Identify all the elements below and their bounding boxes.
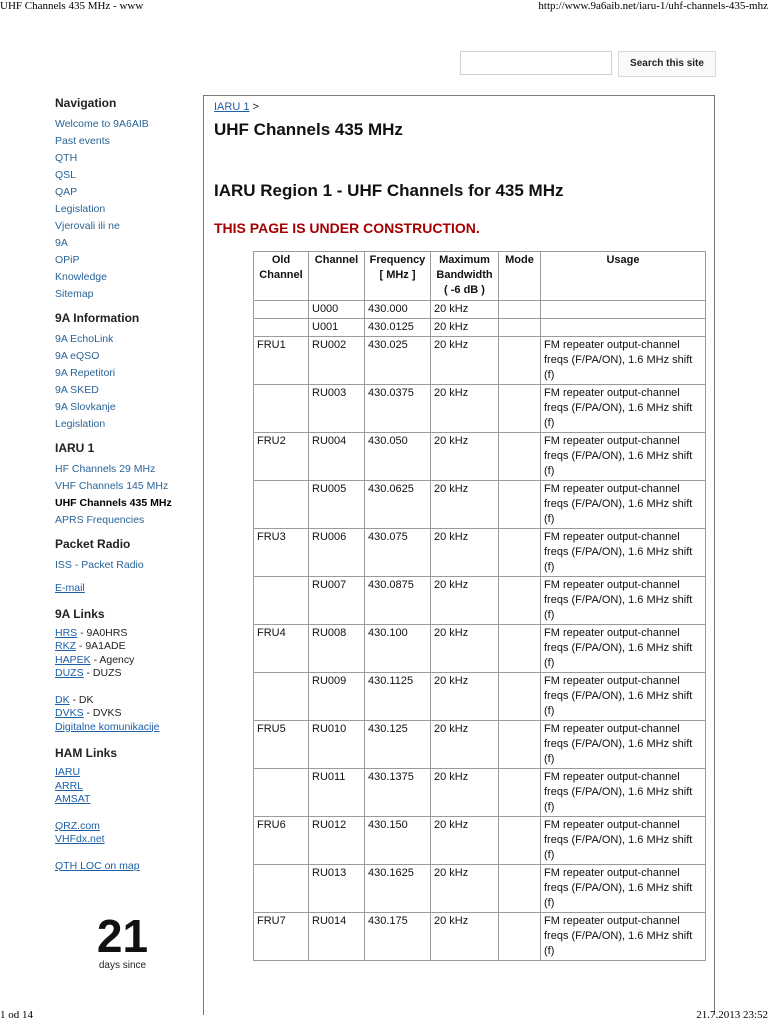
ham-row-qth-loc — [55, 860, 195, 874]
sidebar-heading-navigation: Navigation — [55, 96, 117, 110]
section-title: IARU Region 1 - UHF Channels for 435 MHz — [214, 181, 564, 200]
cell-usage: FM repeater output-channel freqs (F/PA/ON), 1.6 MHz shift (f) — [541, 337, 706, 385]
cell-bandwidth: 20 kHz — [431, 577, 499, 625]
cell-bandwidth: 20 kHz — [431, 769, 499, 817]
cell-usage — [541, 319, 706, 337]
cell-frequency: 430.075 — [365, 529, 431, 577]
cell-channel: RU012 — [309, 817, 365, 865]
print-header — [0, 0, 768, 14]
cell-frequency: 430.0375 — [365, 385, 431, 433]
days-counter-number: 21 — [96, 910, 149, 962]
cell-bandwidth: 20 kHz — [431, 913, 499, 961]
cell-old-channel: FRU4 — [254, 625, 309, 673]
cell-usage — [541, 301, 706, 319]
link-rkz-desc: - 9A1ADE — [76, 640, 126, 652]
table-row — [254, 529, 706, 577]
sidebar-item-eqso[interactable]: 9A eQSO — [55, 350, 100, 362]
col-frequency: Frequency [ MHz ] — [365, 252, 431, 301]
cell-bandwidth: 20 kHz — [431, 337, 499, 385]
cell-frequency: 430.100 — [365, 625, 431, 673]
sidebar-info-list — [55, 331, 195, 433]
cell-channel: RU010 — [309, 721, 365, 769]
cell-channel: U000 — [309, 301, 365, 319]
sidebar-item-knowledge[interactable]: Knowledge — [55, 271, 107, 283]
cell-usage: FM repeater output-channel freqs (F/PA/ON), 1.6 MHz shift (f) — [541, 385, 706, 433]
search-input[interactable] — [460, 51, 612, 75]
cell-mode — [499, 481, 541, 529]
col-usage: Usage — [541, 252, 706, 301]
cell-usage: FM repeater output-channel freqs (F/PA/ON), 1.6 MHz shift (f) — [541, 769, 706, 817]
link-dk-desc: - DK — [69, 693, 94, 706]
cell-old-channel: FRU7 — [254, 913, 309, 961]
sidebar-item-aprs[interactable]: APRS Frequencies — [55, 514, 145, 526]
cell-usage: FM repeater output-channel freqs (F/PA/ON), 1.6 MHz shift (f) — [541, 625, 706, 673]
sidebar-9a-links-list — [55, 627, 195, 735]
channels-table — [253, 251, 706, 961]
cell-old-channel: FRU5 — [254, 721, 309, 769]
col-mode: Mode — [499, 252, 541, 301]
cell-channel: RU004 — [309, 433, 365, 481]
table-header-row — [254, 252, 706, 301]
cell-old-channel: FRU6 — [254, 817, 309, 865]
sidebar-heading-ham-links: HAM Links — [55, 746, 118, 760]
sidebar-ham-links-list — [55, 766, 195, 873]
col-bandwidth: Maximum Bandwidth ( -6 dB ) — [431, 252, 499, 301]
cell-channel: RU008 — [309, 625, 365, 673]
cell-channel: RU005 — [309, 481, 365, 529]
cell-mode — [499, 769, 541, 817]
table-row — [254, 577, 706, 625]
link-hapek-desc: - Agency — [90, 653, 135, 666]
cell-channel: RU013 — [309, 865, 365, 913]
cell-mode — [499, 529, 541, 577]
cell-usage: FM repeater output-channel freqs (F/PA/ON), 1.6 MHz shift (f) — [541, 817, 706, 865]
cell-bandwidth: 20 kHz — [431, 433, 499, 481]
table-row — [254, 721, 706, 769]
print-footer — [0, 1009, 768, 1023]
cell-old-channel: FRU1 — [254, 337, 309, 385]
sidebar-nav-list — [55, 116, 195, 303]
cell-channel: RU003 — [309, 385, 365, 433]
sidebar-item-repetitori[interactable]: 9A Repetitori — [55, 367, 116, 379]
cell-bandwidth: 20 kHz — [431, 319, 499, 337]
sidebar-item-echolink[interactable]: 9A EchoLink — [55, 333, 114, 345]
cell-old-channel — [254, 673, 309, 721]
link-qrz[interactable]: QRZ.com — [55, 819, 100, 832]
table-row — [254, 673, 706, 721]
link-hapek[interactable]: HAPEK — [55, 653, 91, 666]
cell-frequency: 430.175 — [365, 913, 431, 961]
cell-channel: RU006 — [309, 529, 365, 577]
table-row — [254, 319, 706, 337]
table-row — [254, 625, 706, 673]
table-row — [254, 913, 706, 961]
ham-row-qrz — [55, 820, 195, 834]
search-button[interactable]: Search this site — [618, 51, 716, 77]
sidebar-item-opip[interactable]: OPiP — [55, 254, 80, 266]
construction-notice: THIS PAGE IS UNDER CONSTRUCTION. — [214, 220, 480, 236]
ham-row-amsat — [55, 793, 195, 807]
cell-frequency: 430.150 — [365, 817, 431, 865]
link-digitalne[interactable]: Digitalne komunikacije — [55, 720, 160, 733]
sidebar-heading-9a-information: 9A Information — [55, 311, 140, 325]
cell-usage: FM repeater output-channel freqs (F/PA/ON), 1.6 MHz shift (f) — [541, 913, 706, 961]
cell-old-channel — [254, 577, 309, 625]
sidebar-item-vjerovali[interactable]: Vjerovali ili ne — [55, 220, 120, 232]
cell-mode — [499, 625, 541, 673]
sidebar-heading-iaru1: IARU 1 — [55, 441, 95, 455]
link-row-duzs — [55, 667, 195, 681]
link-row-hrs — [55, 627, 195, 641]
email-link[interactable]: E-mail — [55, 582, 85, 594]
cell-bandwidth: 20 kHz — [431, 817, 499, 865]
cell-mode — [499, 913, 541, 961]
cell-usage: FM repeater output-channel freqs (F/PA/ON), 1.6 MHz shift (f) — [541, 481, 706, 529]
breadcrumb-separator: > — [249, 101, 259, 113]
cell-usage: FM repeater output-channel freqs (F/PA/ON), 1.6 MHz shift (f) — [541, 721, 706, 769]
table-row — [254, 337, 706, 385]
print-datetime: 21.7.2013 23:52 — [696, 1009, 768, 1021]
cell-bandwidth: 20 kHz — [431, 625, 499, 673]
sidebar-item-iss-packet[interactable]: ISS - Packet Radio — [55, 559, 144, 571]
sidebar-iaru-list — [55, 461, 195, 529]
cell-usage: FM repeater output-channel freqs (F/PA/ON), 1.6 MHz shift (f) — [541, 577, 706, 625]
table-row — [254, 433, 706, 481]
breadcrumb — [214, 101, 259, 113]
link-row-dk — [55, 694, 195, 708]
link-iaru[interactable]: IARU — [55, 766, 81, 778]
link-hrs[interactable]: HRS — [55, 626, 78, 639]
print-page-title: UHF Channels 435 MHz - www — [0, 0, 144, 12]
ham-row-arrl — [55, 780, 195, 794]
col-old-channel: Old Channel — [254, 252, 309, 301]
cell-mode — [499, 817, 541, 865]
table-row — [254, 865, 706, 913]
link-row-hapek — [55, 654, 195, 668]
cell-old-channel — [254, 319, 309, 337]
cell-channel: RU002 — [309, 337, 365, 385]
ham-row-vhfdx — [55, 833, 195, 847]
link-rkz[interactable]: RKZ — [55, 640, 76, 652]
cell-frequency: 430.0625 — [365, 481, 431, 529]
link-row-dvks — [55, 707, 195, 721]
cell-channel: RU007 — [309, 577, 365, 625]
cell-frequency: 430.000 — [365, 301, 431, 319]
link-row-rkz — [55, 640, 195, 654]
sidebar-item-qsl[interactable]: QSL — [55, 169, 77, 181]
cell-bandwidth: 20 kHz — [431, 721, 499, 769]
sidebar-heading-9a-links: 9A Links — [55, 606, 105, 621]
cell-frequency: 430.025 — [365, 337, 431, 385]
cell-mode — [499, 433, 541, 481]
cell-mode — [499, 385, 541, 433]
cell-bandwidth: 20 kHz — [431, 481, 499, 529]
days-counter — [55, 912, 190, 971]
link-hrs-desc: - 9A0HRS — [77, 626, 128, 639]
cell-old-channel: FRU2 — [254, 433, 309, 481]
cell-mode — [499, 673, 541, 721]
page-title: UHF Channels 435 MHz — [214, 120, 403, 139]
table-row — [254, 385, 706, 433]
cell-old-channel — [254, 769, 309, 817]
link-dvks[interactable]: DVKS — [55, 707, 84, 719]
sidebar-item-hf-channels[interactable]: HF Channels 29 MHz — [55, 463, 156, 475]
link-duzs-desc: - DUZS — [83, 667, 122, 679]
cell-channel: U001 — [309, 319, 365, 337]
cell-frequency: 430.050 — [365, 433, 431, 481]
sidebar-item-slovkanje[interactable]: 9A Slovkanje — [55, 401, 116, 413]
cell-mode — [499, 721, 541, 769]
cell-usage: FM repeater output-channel freqs (F/PA/ON), 1.6 MHz shift (f) — [541, 433, 706, 481]
cell-mode — [499, 301, 541, 319]
cell-usage: FM repeater output-channel freqs (F/PA/ON), 1.6 MHz shift (f) — [541, 673, 706, 721]
link-dk[interactable]: DK — [55, 693, 70, 706]
cell-bandwidth: 20 kHz — [431, 529, 499, 577]
sidebar-heading-packet-radio: Packet Radio — [55, 537, 131, 551]
print-page-number: 1 od 14 — [0, 1009, 33, 1021]
cell-channel: RU014 — [309, 913, 365, 961]
cell-channel: RU011 — [309, 769, 365, 817]
sidebar-item-qap[interactable]: QAP — [55, 186, 78, 198]
sidebar-item-sked[interactable]: 9A SKED — [55, 384, 99, 396]
table-row — [254, 301, 706, 319]
link-amsat[interactable]: AMSAT — [55, 793, 91, 805]
cell-mode — [499, 319, 541, 337]
sidebar — [55, 96, 195, 873]
cell-usage: FM repeater output-channel freqs (F/PA/ON), 1.6 MHz shift (f) — [541, 865, 706, 913]
link-arrl[interactable]: ARRL — [55, 779, 84, 792]
sidebar-item-9a[interactable]: 9A — [55, 237, 68, 249]
cell-frequency: 430.1625 — [365, 865, 431, 913]
cell-old-channel — [254, 301, 309, 319]
cell-old-channel — [254, 865, 309, 913]
cell-old-channel — [254, 385, 309, 433]
cell-mode — [499, 337, 541, 385]
link-vhfdx[interactable]: VHFdx.net — [55, 833, 105, 845]
cell-bandwidth: 20 kHz — [431, 673, 499, 721]
link-row-digitalne — [55, 721, 195, 735]
sidebar-item-legislation[interactable]: Legislation — [55, 203, 106, 215]
cell-frequency: 430.1375 — [365, 769, 431, 817]
cell-old-channel: FRU3 — [254, 529, 309, 577]
cell-frequency: 430.0125 — [365, 319, 431, 337]
link-qth-loc[interactable]: QTH LOC on map — [55, 859, 140, 872]
col-channel: Channel — [309, 252, 365, 301]
sidebar-item-info-legislation[interactable]: Legislation — [55, 418, 106, 430]
sidebar-item-qth[interactable]: QTH — [55, 152, 78, 164]
sidebar-item-past-events[interactable]: Past events — [55, 135, 110, 147]
cell-old-channel — [254, 481, 309, 529]
cell-mode — [499, 577, 541, 625]
table-row — [254, 481, 706, 529]
sidebar-item-sitemap[interactable]: Sitemap — [55, 288, 94, 300]
ham-row-iaru — [55, 766, 195, 780]
link-duzs[interactable]: DUZS — [55, 667, 84, 679]
cell-frequency: 430.1125 — [365, 673, 431, 721]
cell-usage: FM repeater output-channel freqs (F/PA/ON), 1.6 MHz shift (f) — [541, 529, 706, 577]
table-body — [254, 301, 706, 961]
link-dvks-desc: - DVKS — [83, 707, 122, 719]
breadcrumb-link-iaru1[interactable]: IARU 1 — [214, 101, 250, 113]
table-row — [254, 817, 706, 865]
cell-bandwidth: 20 kHz — [431, 385, 499, 433]
print-page-url: http://www.9a6aib.net/iaru-1/uhf-channels-435-mhz — [538, 0, 768, 12]
table-row — [254, 769, 706, 817]
cell-channel: RU009 — [309, 673, 365, 721]
main-content — [203, 95, 715, 1015]
cell-bandwidth: 20 kHz — [431, 301, 499, 319]
cell-bandwidth: 20 kHz — [431, 865, 499, 913]
cell-mode — [499, 865, 541, 913]
sidebar-item-uhf-channels[interactable]: UHF Channels 435 MHz — [55, 497, 172, 509]
cell-frequency: 430.125 — [365, 721, 431, 769]
sidebar-item-vhf-channels[interactable]: VHF Channels 145 MHz — [55, 480, 169, 492]
cell-frequency: 430.0875 — [365, 577, 431, 625]
sidebar-item-welcome[interactable]: Welcome to 9A6AIB — [55, 118, 149, 130]
days-counter-label: days since — [98, 960, 147, 971]
